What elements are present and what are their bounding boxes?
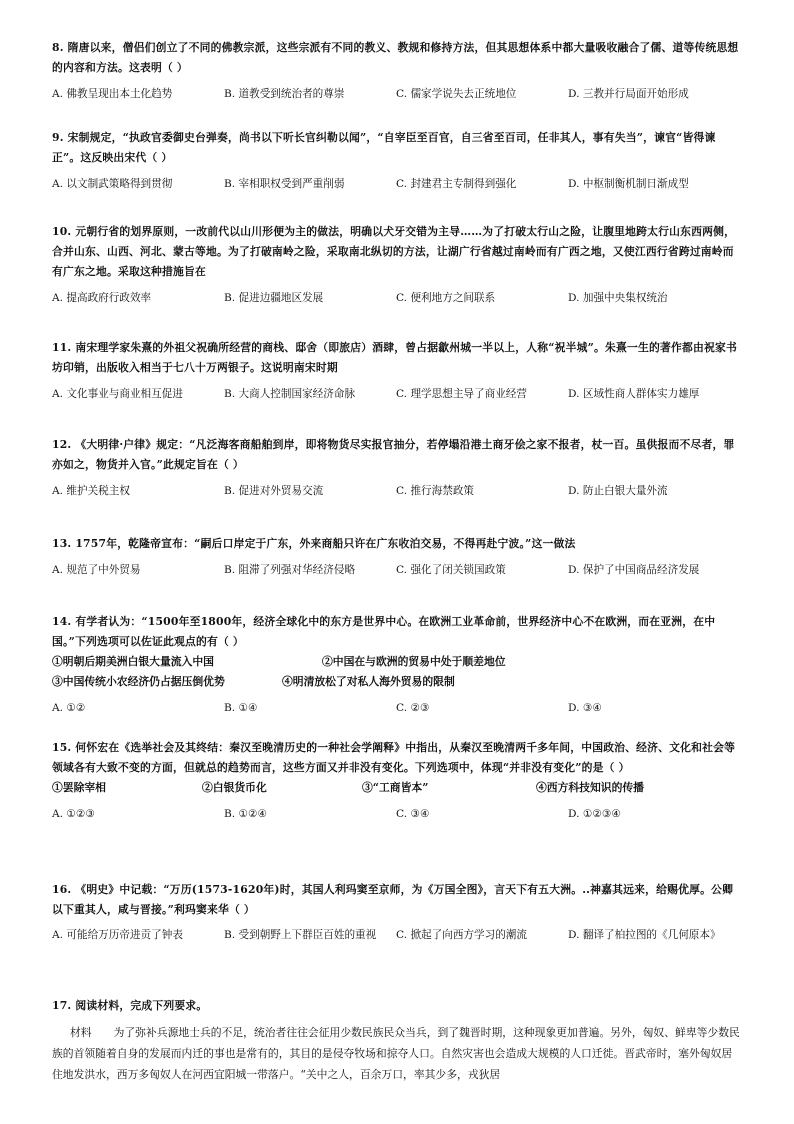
- statement-4: ④西方科技知识的传播: [536, 781, 644, 794]
- option-b: B. ①④: [224, 702, 258, 714]
- option-c: C. 掀起了向西方学习的潮流: [396, 929, 527, 941]
- question-stem: 13. 1757年，乾隆帝宣布：“嗣后口岸定于广东，外来商船只许在广东收泊交易，不得再赴宁波。”这一做法: [52, 537, 576, 550]
- option-b: B. 宰相职权受到严重削弱: [224, 178, 345, 190]
- question-10: [52, 222, 742, 308]
- options-row: [52, 481, 742, 501]
- question-12: [52, 435, 742, 501]
- sub-statements-row-2: [52, 672, 742, 692]
- question-stem: 11. 南宋理学家朱熹的外祖父祝确所经营的商栈、邸舍（即旅店）酒肆，曾占据歙州城一半以上，人称“祝半城”。朱熹一生的著作都由祝家书坊印销，出版收入相当于七八十万两银子。这说明南宋时期: [52, 341, 737, 374]
- sub-statements-row: [52, 778, 742, 798]
- question-stem: 12. 《大明律·户律》规定：“凡泛海客商船舶到岸，即将物货尽实报官抽分，若停塌沿港土商牙侩之家不报者，杖一百。虽供报而不尽者，罪亦如之，物货并入官。”此规定旨在（ ）: [52, 438, 735, 471]
- option-b: B. 阻滞了列强对华经济侵略: [224, 564, 356, 576]
- question-9: [52, 128, 742, 194]
- question-14: [52, 612, 742, 718]
- option-a: A. ①②: [52, 702, 86, 714]
- question-stem: 10. 元朝行省的划界原则，一改前代以山川形便为主的做法，明确以犬牙交错为主导……为了打破太行山之险，让腹里地跨太行山东西两侧，合并山东、山西、河北、蒙古等地。为了打破南岭之险，采取南北纵切的方法，让湖广行省越过南岭而有广西之地，又使江西行省跨过南岭而有广东之地。采取这种措施旨在: [52, 225, 736, 278]
- statement-2: ②中国在与欧洲的贸易中处于顺差地位: [322, 655, 506, 668]
- option-a: A. ①②③: [52, 808, 95, 820]
- option-c: C. 推行海禁政策: [396, 485, 475, 497]
- question-stem: 15. 何怀宏在《选举社会及其终结：秦汉至晚清历史的一种社会学阐释》中指出，从秦汉至晚清两千多年间，中国政治、经济、文化和社会等领域各有大致不变的方面，但就总的趋势而言，这些方面又并非没有变化。下列选项中，体现“并非没有变化”的是（ ）: [52, 741, 736, 774]
- question-stem: 17. 阅读材料，完成下列要求。: [52, 999, 208, 1012]
- question-stem: 9. 宋制规定，“执政官委御史台弹奏，尚书以下听长官纠勒以闻”，“自宰臣至百官，自三省至百司，任非其人，事有失当”，谏官“皆得谏正”。这反映出宋代（ ）: [52, 131, 716, 164]
- question-13: [52, 534, 742, 580]
- question-11: [52, 338, 742, 404]
- statement-3: ③“工商皆本”: [362, 781, 429, 794]
- sub-statements-row-1: [52, 652, 742, 672]
- option-a: A. 可能给万历帝进贡了钟表: [52, 929, 183, 941]
- statement-2: ②白银货币化: [202, 781, 267, 794]
- option-a: A. 佛教呈现出本土化趋势: [52, 88, 173, 100]
- question-stem: 8. 隋唐以来，僧侣们创立了不同的佛教宗派，这些宗派有不同的教义、教规和修持方法，但其思想体系中都大量吸收融合了儒、道等传统思想的内容和方法。这表明（ ）: [52, 41, 739, 74]
- option-b: B. 促进对外贸易交流: [224, 485, 324, 497]
- question-stem: 16. 《明史》中记载：“万历(1573-1620年)时，其国人利玛窦至京师，为《万国全图》，言天下有五大洲。..神嘉其远来，给赐优厚。公卿以下重其人，咸与晋接。”利玛窦来华（ ）: [52, 883, 734, 916]
- option-a: A. 规范了中外贸易: [52, 564, 141, 576]
- option-b: B. 促进边疆地区发展: [224, 292, 324, 304]
- option-d: D. 翻译了柏拉图的《几何原本》: [568, 929, 721, 941]
- option-c: C. 强化了闭关锁国政策: [396, 564, 506, 576]
- statement-1: ①罢除宰相: [52, 781, 106, 794]
- option-a: A. 维护关税主权: [52, 485, 130, 497]
- option-b: B. ①②④: [224, 808, 268, 820]
- question-8: [52, 38, 742, 104]
- options-row: [52, 288, 742, 308]
- material-label: 材料: [70, 1026, 92, 1039]
- options-row: [52, 926, 742, 964]
- options-row: [52, 174, 742, 194]
- material-passage: [52, 1022, 742, 1085]
- option-d: D. 加强中央集权统治: [568, 292, 668, 304]
- option-d: D. 中枢制衡机制日渐成型: [568, 178, 689, 190]
- option-c: C. ③④: [396, 808, 430, 820]
- option-a: A. 提高政府行政效率: [52, 292, 152, 304]
- option-d: D. 三教并行局面开始形成: [568, 88, 689, 100]
- option-a: A. 以文制武策略得到贯彻: [52, 178, 173, 190]
- question-15: [52, 738, 742, 824]
- statement-1: ①明朝后期美洲白银大量流入中国: [52, 655, 214, 668]
- question-16: [52, 880, 742, 964]
- options-row: [52, 698, 742, 718]
- options-row: [52, 804, 742, 824]
- option-b: B. 道教受到统治者的尊崇: [224, 88, 345, 100]
- option-c: C. ②③: [396, 702, 430, 714]
- option-b: B. 受到朝野上下群臣百姓的重视: [224, 929, 377, 941]
- option-a: A. 文化事业与商业相互促进: [52, 388, 183, 400]
- options-row: [52, 84, 742, 104]
- statement-4: ④明清放松了对私人海外贸易的限制: [282, 675, 455, 688]
- option-c: C. 理学思想主导了商业经营: [396, 388, 527, 400]
- options-row: [52, 560, 742, 580]
- option-d: D. ③④: [568, 702, 602, 714]
- question-stem: 14. 有学者认为：“1500年至1800年，经济全球化中的东方是世界中心。在欧洲工业革命前，世界经济中心不在欧洲，而在亚洲，在中国。”下列选项可以佐证此观点的有（ ）: [52, 615, 716, 648]
- option-d: D. ①②③④: [568, 808, 621, 820]
- option-d: D. 区域性商人群体实力雄厚: [568, 388, 700, 400]
- question-17: [52, 996, 742, 1085]
- option-d: D. 防止白银大量外流: [568, 485, 668, 497]
- option-c: C. 封建君主专制得到强化: [396, 178, 517, 190]
- option-d: D. 保护了中国商品经济发展: [568, 564, 700, 576]
- material-text: 为了弥补兵源地士兵的不足，统治者往往会征用少数民族民众当兵，到了魏晋时期，这种现象更加普遍。另外，匈奴、鲜卑等少数民族的首领随着自身的发展而内迁的事也是常有的，其目的是侵夺牧场和掠夺人口。自然灾害也会造成大规模的人口迁徙。晋武帝时，塞外匈奴居住地发洪水，西万多匈奴人在河西宜阳城一带落户。“关中之人，百余万口，率其少多，戎狄居: [52, 1026, 740, 1081]
- statement-3: ③中国传统小农经济仍占据压倒优势: [52, 675, 225, 688]
- option-c: C. 儒家学说失去正统地位: [396, 88, 517, 100]
- option-b: B. 大商人控制国家经济命脉: [224, 388, 356, 400]
- option-c: C. 便利地方之间联系: [396, 292, 496, 304]
- options-row: [52, 384, 742, 404]
